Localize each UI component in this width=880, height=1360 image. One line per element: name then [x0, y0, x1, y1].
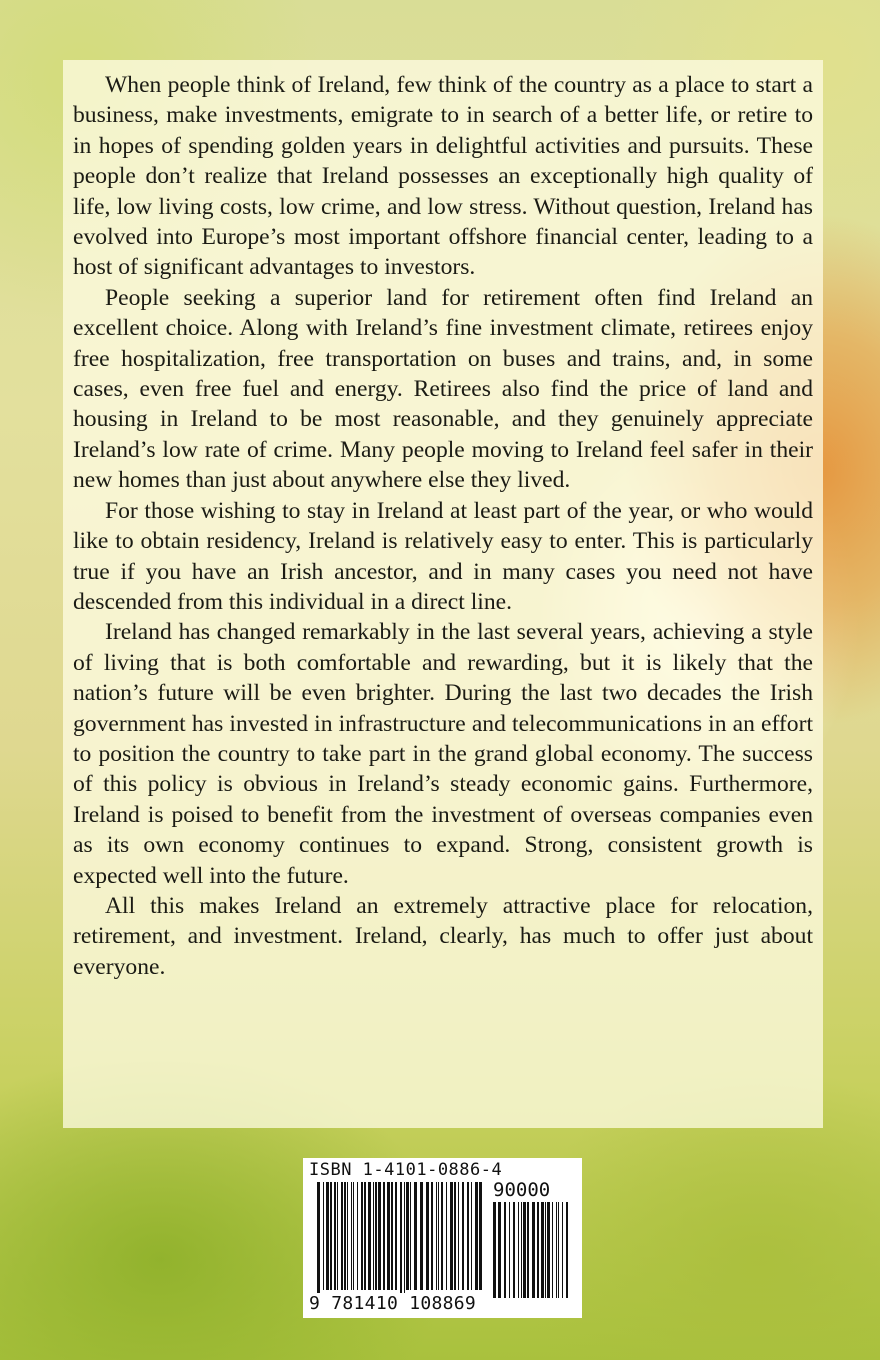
- barcode-bar: [317, 1182, 320, 1300]
- paragraph-retirement: People seeking a superior land for retirement often find Ireland an excellent choice. Along with Ireland’s fine investment climate, retirees enjoy free hospitalization, free transportation on buses and trains, and, in some cases, even free fuel and energy. Retirees also find the price of land and housing in Ireland to be most reasonable, and they genuinely appreciate Ireland’s low rate of crime. Many people moving to Ireland feel safer in their new homes than just about anywhere else they lived.: [73, 284, 813, 494]
- barcode-bar: [383, 1182, 385, 1290]
- barcode-bar: [454, 1182, 456, 1290]
- barcode-bar: [426, 1182, 429, 1290]
- barcode-bar: [400, 1182, 402, 1300]
- barcode-bar: [404, 1182, 405, 1300]
- barcode-bar: [545, 1202, 546, 1298]
- paragraph-conclusion: All this makes Ireland an extremely attractive place for relocation, retirement, and investment. Ireland, clearly, has much to offer just about everyone.: [73, 892, 813, 980]
- barcode-bar: [406, 1182, 409, 1290]
- barcode-bar: [537, 1202, 539, 1298]
- barcode-bar: [420, 1182, 423, 1290]
- paragraph-intro: When people think of Ireland, few think of the country as a place to start a business, make investments, emigrate to in search of a better life, or retire to in hopes of spending golden years in delightful activities and pursuits. These people don’t realize that Ireland possesses an exceptionally high quality of life, low living costs, low crime, and low stress. Without question, Ireland has evolved into Europe’s most important offshore financial center, leading to a host of significant advantages to investors.: [73, 72, 813, 281]
- paragraph-economy: Ireland has changed remarkably in the last several years, achieving a style of living that is both comfortable and rewarding, but it is likely that the nation’s future will be even brighter. During the last two decades the Irish government has invested in infrastructure and telecommunications in an effort to position the country to take part in the grand global economy. The success of this policy is obvious in Ireland’s steady economic gains. Furthermore, Ireland is poised to benefit from the investment of overseas companies even as its own economy continues to expand. Strong, consistent growth is expected well into the future.: [73, 619, 813, 889]
- barcode-bar: [410, 1182, 411, 1290]
- barcode-bar: [441, 1182, 443, 1290]
- barcode-bar: [509, 1202, 510, 1298]
- barcode-bar: [364, 1182, 366, 1290]
- barcode-bar: [353, 1182, 354, 1290]
- barcode-bar: [323, 1182, 324, 1290]
- isbn-label: ISBN 1-4101-0886-4: [309, 1160, 503, 1180]
- barcode-bar: [523, 1202, 526, 1298]
- barcode-bar: [357, 1182, 358, 1290]
- ean-digits: 9 781410 108869: [309, 1293, 477, 1314]
- barcode-bar: [378, 1182, 381, 1290]
- barcode-bar: [558, 1202, 559, 1298]
- barcode-bar: [431, 1182, 433, 1290]
- addon-barcode-bars: [493, 1202, 573, 1298]
- barcode-bar: [391, 1182, 393, 1290]
- barcode-bar: [450, 1182, 453, 1290]
- price-code: 90000: [493, 1179, 551, 1201]
- barcode-bar: [467, 1182, 469, 1290]
- barcode-bar: [414, 1182, 417, 1290]
- barcode-bar: [337, 1182, 338, 1290]
- barcode-bar: [361, 1182, 363, 1290]
- barcode-bar: [547, 1202, 550, 1298]
- ean-barcode-bars: [317, 1182, 487, 1302]
- barcode-bar: [326, 1182, 329, 1290]
- barcode-bar: [330, 1182, 332, 1290]
- barcode-bar: [436, 1182, 437, 1290]
- barcode-bar: [341, 1182, 343, 1290]
- barcode-bar: [479, 1182, 482, 1290]
- barcode-bar: [521, 1202, 522, 1298]
- barcode-bar: [518, 1202, 519, 1298]
- barcode-bar: [368, 1182, 371, 1290]
- barcode-bar: [552, 1202, 553, 1298]
- barcode-bar: [562, 1202, 563, 1298]
- barcode-bar: [438, 1182, 439, 1290]
- barcode-bar: [373, 1182, 374, 1290]
- barcode-bar: [375, 1182, 377, 1290]
- barcode-bar: [458, 1182, 459, 1290]
- barcode-bar: [475, 1182, 478, 1290]
- barcode-bar: [471, 1182, 472, 1290]
- barcode-bar: [541, 1202, 544, 1298]
- barcode-bar: [532, 1202, 535, 1298]
- description-panel: [63, 60, 823, 1128]
- isbn-barcode: [303, 1158, 582, 1318]
- barcode-bar: [334, 1182, 336, 1290]
- barcode-bar: [513, 1202, 515, 1298]
- barcode-bar: [504, 1202, 506, 1298]
- paragraph-residency: For those wishing to stay in Ireland at least part of the year, or who would like to obtain residency, Ireland is relatively easy to enter. This is particularly true if you have an Irish ancestor, and in many cases you need not have descended from this individual in a direct line.: [73, 497, 813, 615]
- barcode-bar: [387, 1182, 390, 1290]
- barcode-bar: [395, 1182, 397, 1290]
- barcode-bar: [566, 1202, 568, 1298]
- barcode-bar: [462, 1182, 464, 1290]
- barcode-bar: [351, 1182, 352, 1290]
- barcode-bar: [347, 1182, 348, 1290]
- barcode-bar: [556, 1202, 557, 1298]
- barcode-bar: [493, 1202, 496, 1298]
- barcode-bar: [344, 1182, 346, 1290]
- barcode-bar: [446, 1182, 447, 1290]
- barcode-bar: [498, 1202, 501, 1298]
- barcode-bar: [527, 1202, 529, 1298]
